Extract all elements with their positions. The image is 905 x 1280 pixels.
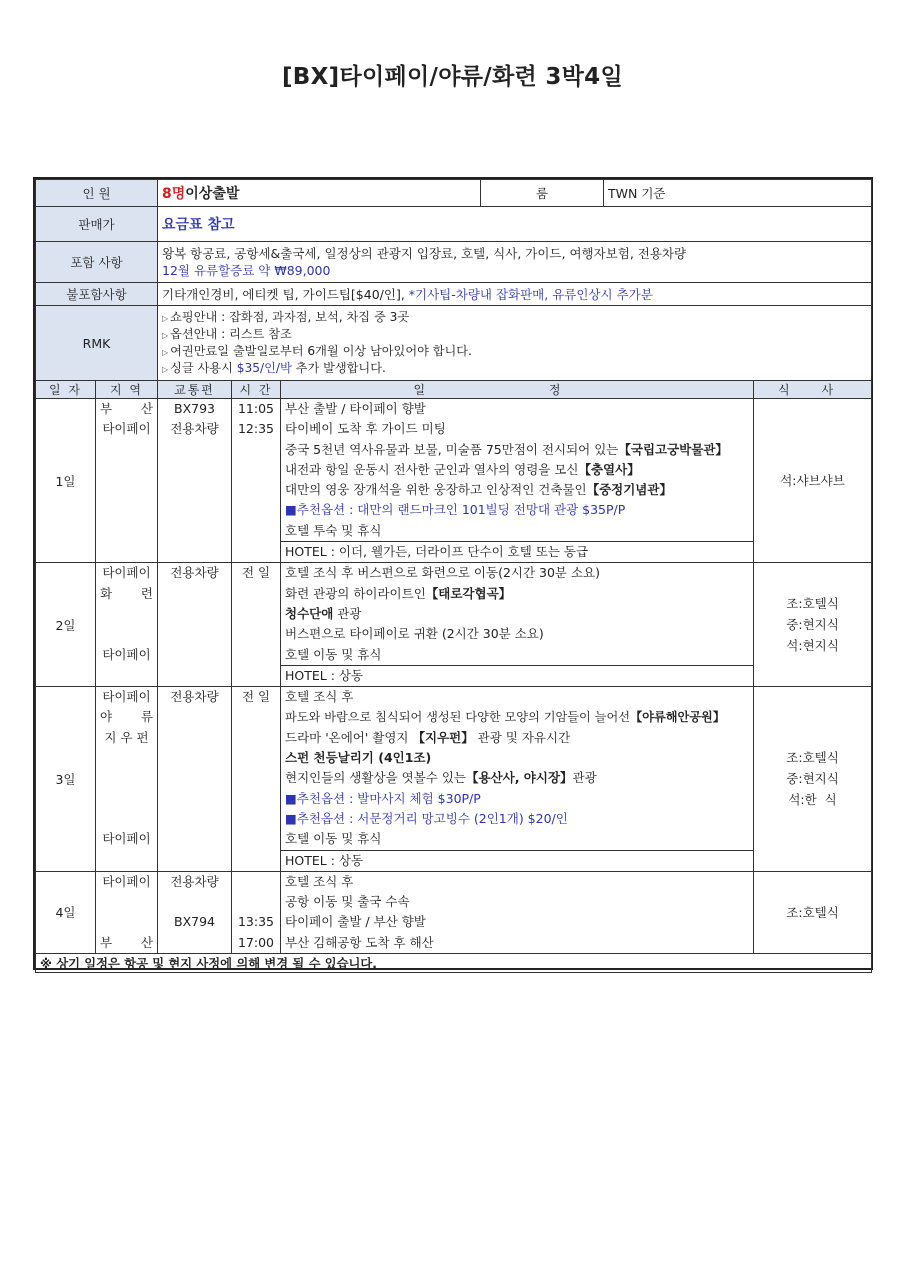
hotel-line: HOTEL : 상동 bbox=[281, 850, 753, 871]
page-title: [BX]타이페이/야류/화련 3박4일 bbox=[282, 64, 623, 90]
transport-item: BX793 bbox=[174, 401, 215, 416]
region-item bbox=[96, 707, 157, 727]
meal-item: 중:현지식 bbox=[786, 617, 839, 633]
exclude-note: *기사팁-차량내 잡화판매, 유류인상시 추가분 bbox=[408, 287, 653, 302]
region-item bbox=[96, 584, 157, 604]
header-schedule: 일 정 bbox=[281, 381, 754, 399]
schedule-line: 호텔 조식 후 bbox=[285, 873, 354, 889]
region-char: 산 bbox=[140, 934, 153, 950]
attraction-name: 【충열사】 bbox=[578, 461, 640, 477]
include-label: 포함 사항 bbox=[36, 242, 158, 283]
region-char: 부 bbox=[100, 401, 113, 416]
transport-item: BX794 bbox=[174, 914, 215, 930]
day-label: 3일 bbox=[36, 687, 96, 872]
room-value: TWN 기준 bbox=[604, 180, 872, 207]
time-item: 11:05 bbox=[237, 401, 275, 416]
day-4-transport bbox=[158, 871, 232, 953]
schedule-text: 대만의 영웅 장개석을 위한 웅장하고 인상적인 건축물인 bbox=[285, 482, 587, 498]
day-2-time bbox=[232, 563, 281, 687]
exclude-value bbox=[158, 283, 872, 306]
schedule-text: 관광 및 자유시간 bbox=[473, 729, 571, 745]
bullet-icon: ▷ bbox=[162, 314, 169, 323]
region-item: 타이페이 bbox=[102, 689, 151, 705]
schedule-line: 공항 이동 및 출국 수속 bbox=[285, 894, 410, 910]
price-label: 판매가 bbox=[36, 207, 158, 242]
option-line: ■추천옵션 : 서문정거리 망고빙수 (2인1개) $20/인 bbox=[285, 810, 568, 826]
meal-item: 조:호텔식 bbox=[786, 750, 839, 766]
hotel-line: HOTEL : 이더, 웰가든, 더라이프 단수이 호텔 또는 동급 bbox=[281, 541, 753, 562]
header-transport: 교통편 bbox=[158, 381, 232, 399]
time-item: 전 일 bbox=[241, 565, 271, 581]
meal-item: 석:한 식 bbox=[788, 792, 837, 808]
day-2-meal bbox=[754, 563, 872, 687]
attraction-name: 【야류해안공원】 bbox=[630, 710, 726, 725]
schedule-text: 화련 관광의 하이라이트인 bbox=[285, 585, 426, 601]
rmk-row bbox=[36, 306, 872, 381]
region-char: 련 bbox=[140, 585, 153, 601]
day-1-meal: 석:샤브샤브 bbox=[754, 399, 872, 563]
schedule-header bbox=[36, 381, 872, 399]
option-line: ■추천옵션 : 발마사지 체험 $30P/P bbox=[285, 790, 481, 806]
schedule-text: 중국 5천년 역사유물과 보물, 미술품 75만점이 전시되어 있는 bbox=[285, 441, 619, 457]
room-label: 룸 bbox=[481, 180, 604, 207]
schedule-line: 부산 출발 / 타이페이 향발 bbox=[285, 401, 426, 416]
day-4-row bbox=[36, 871, 872, 953]
region-char: 산 bbox=[140, 401, 153, 416]
rmk-text: 옵션안내 : 리스트 참조 bbox=[170, 327, 292, 341]
schedule-line bbox=[285, 728, 749, 748]
transport-item: 전용차량 bbox=[170, 873, 219, 889]
region-item: 타이페이 bbox=[102, 565, 151, 581]
schedule-line bbox=[285, 707, 749, 727]
people-row bbox=[36, 180, 872, 207]
rmk-item bbox=[162, 309, 867, 326]
schedule-text: 파도와 바람으로 침식되어 생성된 다양한 모양의 기암들이 늘어선 bbox=[285, 710, 630, 725]
region-item bbox=[96, 399, 157, 419]
rmk-text: 싱글 사용시 bbox=[170, 361, 237, 375]
schedule-line bbox=[285, 604, 749, 624]
fuel-surcharge-label: 12월 유류할증료 약 bbox=[162, 263, 275, 278]
price-value: 요금표 참고 bbox=[158, 207, 872, 242]
day-3-meal bbox=[754, 687, 872, 872]
day-4-meal: 조:호텔식 bbox=[754, 871, 872, 953]
schedule-text: 내전과 항일 운동시 전사한 군인과 열사의 영령을 모신 bbox=[285, 461, 579, 477]
header-time: 시 간 bbox=[232, 381, 281, 399]
header-meal: 식 사 bbox=[754, 381, 872, 399]
region-char: 야 bbox=[100, 709, 113, 725]
rmk-label: RMK bbox=[36, 306, 158, 381]
day-3-transport bbox=[158, 687, 232, 872]
schedule-line bbox=[285, 460, 749, 480]
header-day: 일 자 bbox=[36, 381, 96, 399]
rmk-text: 쇼핑안내 : 잡화점, 과자점, 보석, 차집 중 3곳 bbox=[170, 310, 410, 324]
schedule-line: 스펀 천등날리기 (4인1조) bbox=[285, 750, 432, 766]
schedule-text: 관광 bbox=[333, 605, 362, 621]
schedule-text: 현지인들의 생활상을 엿볼수 있는 bbox=[285, 770, 466, 786]
schedule-line: 타이베이 도착 후 가이드 미팅 bbox=[285, 421, 446, 437]
schedule-text: 드라마 '온에어' 촬영지 bbox=[285, 729, 413, 745]
attraction-name: 청수단애 bbox=[285, 605, 334, 621]
day-3-region bbox=[96, 687, 158, 872]
transport-item: 전용차량 bbox=[170, 565, 219, 581]
footer-note: ※ 상기 일정은 항공 및 현지 사정에 의해 변경 될 수 있습니다. bbox=[36, 954, 872, 973]
bullet-icon: ▷ bbox=[162, 331, 169, 340]
schedule-line: 버스편으로 타이페이로 귀환 (2시간 30분 소요) bbox=[285, 626, 544, 642]
rmk-text: 추가 발생합니다. bbox=[291, 361, 386, 375]
rmk-text: 여권만료일 출발일로부터 6개월 이상 남아있어야 합니다. bbox=[170, 344, 472, 358]
region-item: 타이페이 bbox=[102, 421, 151, 437]
exclude-label: 불포함사항 bbox=[36, 283, 158, 306]
attraction-name: 【중정기념관】 bbox=[586, 482, 672, 498]
day-1-transport bbox=[158, 399, 232, 563]
day-3-row bbox=[36, 687, 872, 872]
exclude-row bbox=[36, 283, 872, 306]
people-label: 인 원 bbox=[36, 180, 158, 207]
transport-item: 전용차량 bbox=[170, 689, 219, 705]
region-item bbox=[96, 933, 157, 953]
include-line-1: 왕복 항공료, 공항세&출국세, 일정상의 관광지 입장료, 호텔, 식사, 가이드, 여행자보험, 전용차량 bbox=[162, 246, 687, 261]
region-item: 지 우 펀 bbox=[104, 729, 149, 745]
transport-item: 전용차량 bbox=[170, 421, 219, 437]
schedule-line bbox=[285, 584, 749, 604]
include-line-2 bbox=[162, 262, 867, 279]
single-supplement: $35/인/박 bbox=[236, 361, 292, 375]
day-label: 1일 bbox=[36, 399, 96, 563]
schedule-line bbox=[285, 480, 749, 500]
footer-row bbox=[36, 954, 872, 973]
option-line: ■추천옵션 : 대만의 랜드마크인 101빌딩 전망대 관광 $35P/P bbox=[285, 502, 626, 518]
day-2-transport bbox=[158, 563, 232, 687]
rmk-item bbox=[162, 326, 867, 343]
schedule-line: 호텔 이동 및 휴식 bbox=[285, 646, 382, 662]
rmk-value bbox=[158, 306, 872, 381]
day-2-row bbox=[36, 563, 872, 687]
schedule-line bbox=[285, 440, 749, 460]
price-row bbox=[36, 207, 872, 242]
exclude-text: 기타개인경비, 에티켓 팁, 가이드팁[$40/인], bbox=[162, 287, 409, 302]
fuel-surcharge-amount: ₩89,000 bbox=[274, 263, 331, 278]
day-1-schedule bbox=[281, 399, 754, 563]
region-char: 부 bbox=[100, 934, 113, 950]
rmk-item bbox=[162, 360, 867, 377]
schedule-line: 호텔 조식 후 bbox=[285, 689, 354, 705]
day-2-region bbox=[96, 563, 158, 687]
region-char: 류 bbox=[140, 709, 153, 725]
day-3-schedule bbox=[281, 687, 754, 872]
schedule-line: 호텔 투숙 및 휴식 bbox=[285, 522, 382, 538]
people-suffix: 이상출발 bbox=[185, 186, 240, 202]
hotel-line: HOTEL : 상동 bbox=[281, 665, 753, 686]
attraction-name: 【용산사, 야시장】 bbox=[465, 770, 573, 786]
schedule-line bbox=[285, 768, 749, 788]
schedule-line: 호텔 조식 후 버스편으로 화련으로 이동(2시간 30분 소요) bbox=[285, 565, 601, 581]
itinerary-sheet bbox=[33, 177, 873, 970]
day-4-region bbox=[96, 871, 158, 953]
region-char: 화 bbox=[100, 585, 113, 601]
attraction-name: 【태로각협곡】 bbox=[425, 585, 512, 601]
header-region: 지 역 bbox=[96, 381, 158, 399]
attraction-name: 【지우펀】 bbox=[412, 729, 474, 745]
region-item: 타이페이 bbox=[102, 873, 151, 889]
bullet-icon: ▷ bbox=[162, 365, 169, 374]
people-value bbox=[158, 180, 481, 207]
rmk-item bbox=[162, 343, 867, 360]
day-4-schedule bbox=[281, 871, 754, 953]
schedule-line: 부산 김해공항 도착 후 해산 bbox=[285, 934, 434, 950]
schedule-text: 관광 bbox=[572, 770, 597, 786]
day-1-region bbox=[96, 399, 158, 563]
time-item: 12:35 bbox=[237, 421, 275, 437]
time-item: 전 일 bbox=[241, 689, 271, 705]
include-row bbox=[36, 242, 872, 283]
schedule-line: 호텔 이동 및 휴식 bbox=[285, 831, 382, 847]
region-item: 타이페이 bbox=[102, 646, 151, 662]
day-label: 4일 bbox=[36, 871, 96, 953]
day-label: 2일 bbox=[36, 563, 96, 687]
time-item: 13:35 bbox=[237, 914, 275, 930]
day-2-schedule bbox=[281, 563, 754, 687]
day-1-time bbox=[232, 399, 281, 563]
time-item: 17:00 bbox=[237, 934, 275, 950]
attraction-name: 【국립고궁박물관】 bbox=[618, 441, 728, 457]
day-3-time bbox=[232, 687, 281, 872]
meal-item: 조:호텔식 bbox=[786, 596, 839, 612]
bullet-icon: ▷ bbox=[162, 348, 169, 357]
meal-item: 중:현지식 bbox=[786, 771, 839, 787]
people-count: 8명 bbox=[162, 186, 186, 202]
day-1-row bbox=[36, 399, 872, 563]
include-value bbox=[158, 242, 872, 283]
schedule-line: 타이페이 출발 / 부산 향발 bbox=[285, 914, 426, 930]
day-4-time bbox=[232, 871, 281, 953]
meal-item: 석:현지식 bbox=[786, 638, 839, 654]
itinerary-table bbox=[35, 179, 872, 973]
region-item: 타이페이 bbox=[102, 831, 151, 847]
